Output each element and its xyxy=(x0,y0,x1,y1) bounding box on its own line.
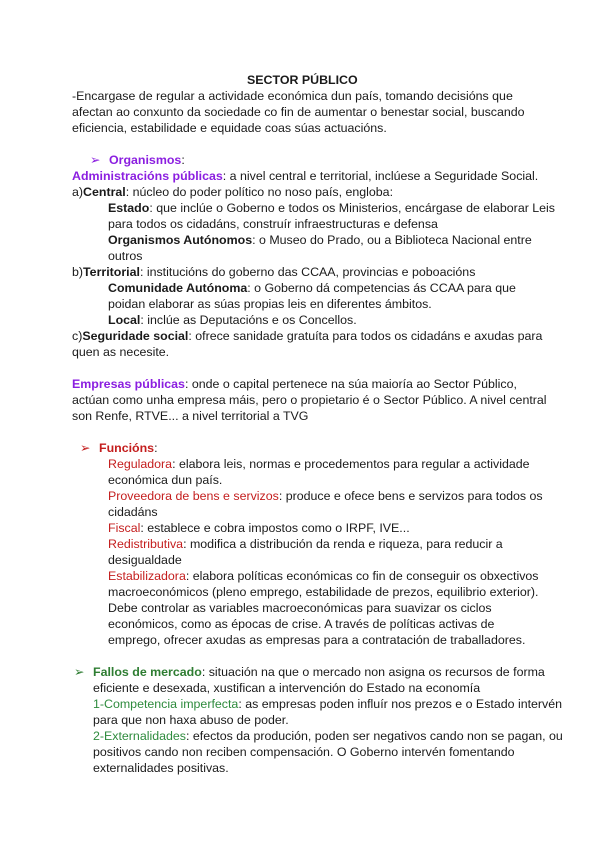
estabilizadora-line-3: Debe controlar as variables macroeconómicas para suavizar os ciclos xyxy=(108,601,492,615)
proveedora-line-2: cidadáns xyxy=(108,505,158,519)
territorial-label: Territorial xyxy=(83,265,140,279)
fallos-line-2: eficiente e desexada, xustifican a intervención do Estado na economía xyxy=(93,681,481,695)
seg-social-line-2: quen as necesite. xyxy=(72,345,170,359)
com-aut-line xyxy=(108,280,516,296)
fiscal-label: Fiscal xyxy=(108,521,141,535)
fallos-text: : situación na que o mercado non asigna os recursos de forma xyxy=(201,665,545,679)
fallos-heading-line xyxy=(74,664,545,680)
fiscal-text: : establece e cobra impostos como o IRPF, IVE... xyxy=(140,521,410,535)
com-aut-text: : o Goberno dá competencias ás CCAA para que xyxy=(247,281,516,295)
com-aut-label: Comunidade Autónoma xyxy=(108,281,248,295)
local-label: Local xyxy=(108,313,141,327)
estado-text: : que inclúe o Goberno e todos os Ministerios, encárgase de elaborar Leis xyxy=(149,201,556,215)
empresas-text: : onde o capital pertenece na súa maioría ao Sector Público, xyxy=(184,377,517,391)
proveedora-line xyxy=(108,488,543,504)
intro-line-2: afectan ao conxunto da sociedade co fin de aumentar o benestar social, buscando xyxy=(72,105,525,119)
organismos-heading: Organismos xyxy=(109,153,182,167)
local-line xyxy=(108,312,357,328)
externalidades-text: : efectos da produción, poden ser negativos cando non se pagan, ou xyxy=(185,729,563,743)
org-aut-line-2: outros xyxy=(108,249,143,263)
seg-social-line xyxy=(72,328,542,344)
empresas-line xyxy=(72,376,517,392)
territorial-text: : institucións do goberno das CCAA, provincias e poboacións xyxy=(139,265,476,279)
local-text: : inclúe as Deputacións e os Concellos. xyxy=(140,313,357,327)
arrow-bullet-icon: ➢ xyxy=(80,441,91,455)
admin-text: : a nivel central e territorial, inclúese a Seguridade Social. xyxy=(222,169,539,183)
funcions-heading: Funcións xyxy=(99,441,155,455)
territorial-line xyxy=(72,264,475,280)
externalidades-line-3: externalidades positivas. xyxy=(93,761,229,775)
externalidades-line xyxy=(93,728,563,744)
seg-social-text: : ofrece sanidade gratuíta para todos os cidadáns e axudas para xyxy=(188,329,543,343)
estabilizadora-line-5: emprego, ofrecer axudas as empresas para a contratación de traballadores. xyxy=(108,633,526,647)
fiscal-line xyxy=(108,520,410,536)
fallos-heading: Fallos de mercado xyxy=(93,665,202,679)
reguladora-line-2: económica dun país. xyxy=(108,473,223,487)
organismos-heading-line: ➢ Organismos: xyxy=(90,153,185,167)
arrow-bullet-icon: ➢ xyxy=(90,153,101,167)
redistributiva-text: : modifica a distribución da renda e riqueza, para reducir a xyxy=(183,537,503,551)
estabilizadora-line-2: macroeconómicos (pleno emprego, estabilidade de prezos, equilibrio exterior). xyxy=(108,585,539,599)
redistributiva-line xyxy=(108,536,503,552)
externalidades-label: 2-Externalidades xyxy=(93,729,186,743)
competencia-label: 1-Competencia imperfecta xyxy=(93,697,239,711)
item-prefix-a: a) xyxy=(72,185,84,199)
funcions-heading-line: ➢ Funcións: xyxy=(80,441,158,455)
intro-line-3: eficiencia, estabilidade e equidade coas súas actuacións. xyxy=(72,121,387,135)
empresas-line-3: son Renfe, RTVE... a nivel territorial a TVG xyxy=(72,409,309,423)
estado-line xyxy=(108,200,555,216)
central-label: Central xyxy=(83,185,126,199)
externalidades-line-2: positivos cando non reciben compensación. O Goberno intervén fomentando xyxy=(93,745,515,759)
estabilizadora-line xyxy=(108,568,538,584)
arrow-bullet-icon: ➢ xyxy=(74,665,85,679)
competencia-line xyxy=(93,696,562,712)
intro-line-1: -Encargase de regular a actividade económica dun país, tomando decisións que xyxy=(72,89,513,103)
reguladora-line xyxy=(108,456,530,472)
competencia-text: : as empresas poden influír nos prezos e o Estado intervén xyxy=(238,697,563,711)
estabilizadora-line-4: económicos, como as épocas de crise. A través de políticas activas de xyxy=(108,617,495,631)
admin-label: Administracións públicas xyxy=(72,169,223,183)
estabilizadora-text: : elabora políticas económicas co fin de conseguir os obxectivos xyxy=(185,569,539,583)
page-title: SECTOR PÚBLICO xyxy=(247,73,358,87)
redistributiva-label: Redistributiva xyxy=(108,537,184,551)
central-line xyxy=(72,184,393,200)
proveedora-label: Proveedora de bens e servizos xyxy=(108,489,279,503)
org-aut-text: : o Museo do Prado, ou a Biblioteca Nacional entre xyxy=(252,233,532,247)
estabilizadora-label: Estabilizadora xyxy=(108,569,186,583)
proveedora-text: : produce e ofece bens e servizos para todos os xyxy=(278,489,543,503)
redistributiva-line-2: desigualdade xyxy=(108,553,182,567)
reguladora-text: : elabora leis, normas e procedementos para regular a actividade xyxy=(172,457,530,471)
empresas-label: Empresas públicas xyxy=(72,377,185,391)
item-prefix-b: b) xyxy=(72,265,84,279)
central-text: : núcleo do poder político no noso país, engloba: xyxy=(125,185,394,199)
estado-label: Estado xyxy=(108,201,150,215)
reguladora-label: Reguladora xyxy=(108,457,173,471)
admin-line xyxy=(72,168,538,184)
competencia-line-2: para que non haxa abuso de poder. xyxy=(93,713,289,727)
org-aut-line xyxy=(108,232,532,248)
estado-line-2: para todos os cidadáns, construír infraestructuras e defensa xyxy=(108,217,438,231)
com-aut-line-2: poidan elaborar as súas propias leis en diferentes ámbitos. xyxy=(108,297,432,311)
seg-social-label: Seguridade social xyxy=(82,329,189,343)
item-prefix-c: c) xyxy=(72,329,83,343)
empresas-line-2: actúan como unha empresa máis, pero o propietario é o Sector Público. A nivel central xyxy=(72,393,547,407)
org-aut-label: Organismos Autónomos xyxy=(108,233,253,247)
